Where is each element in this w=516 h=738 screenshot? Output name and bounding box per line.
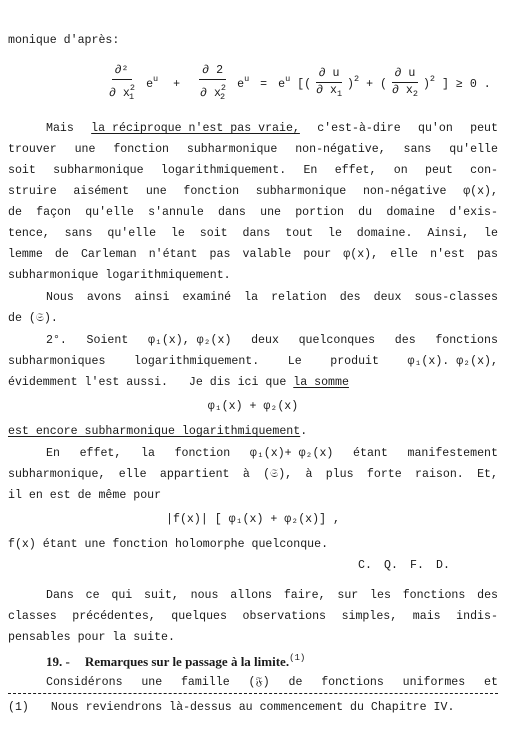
text-line: struire aisément une fonction subharmonique non-négative φ(x), [8, 185, 498, 198]
text-line: subharmoniques logarithmiquement. Le produit φ₁(x). φ₂(x), [8, 355, 498, 368]
text-line: classes précédentes, quelques observations simples, mais indis- [8, 610, 498, 623]
text-line: Dans ce qui suit, nous allons faire, sur les fonctions des [46, 589, 498, 602]
text-line: évidemment l'est aussi. Je dis ici que la somme [8, 376, 349, 389]
footnote-rule [8, 693, 498, 694]
text-line: de (𝔖). [8, 312, 58, 325]
text-line: lemme de Carleman n'étant pas valable pour φ(x), elle n'est pas [8, 248, 498, 261]
section-heading: 19. - Remarques sur le passage à la limite.$^{(1)}$ [46, 653, 306, 669]
text-line: Mais la réciproque n'est pas vraie, c'est-à-dire qu'on peut [46, 122, 498, 135]
text-line: En effet, la fonction φ₁(x)+ φ₂(x) étant manifestement [46, 447, 498, 460]
cqfd: C. Q. F. D. [358, 559, 450, 572]
text-line: pensables pour la suite. [8, 631, 175, 644]
text-line: trouver une fonction subharmonique non-négative, sans qu'elle [8, 143, 498, 156]
equation-laplacian: $\frac{\text{∂²}}{\partial x^2_1}$ $e^u$ + $\frac{\partial 2}{\partial x^2_2}$ $e^u = e^u$ [( $\frac{\partial u}{\partial x_1}$ )$^2$ + ( $\frac{\partial u}{\partial x_2}$ )$^2$ ] ≥ 0 . [109, 64, 491, 102]
text-line: tence, sans qu'elle le soit dans tout le domaine. Ainsi, le [8, 227, 498, 240]
text-line: il en est de même pour [8, 489, 162, 502]
footnote: (1) Nous reviendrons là-dessus au commencement du Chapitre IV. [8, 701, 455, 714]
formula-product: |f(x)| [ φ₁(x) + φ₂(x)] , [166, 513, 340, 526]
text-line: f(x) étant une fonction holomorphe quelconque. [8, 538, 329, 551]
text-line: monique d'après: [8, 34, 120, 47]
formula-sum: φ₁(x) + φ₂(x) [207, 400, 299, 413]
text-line: 2°. Soient φ₁(x), φ₂(x) deux quelconques des fonctions [46, 334, 498, 347]
text-line: Considérons une famille (𝔉) de fonctions uniformes et [46, 676, 498, 689]
text-line: est encore subharmonique logarithmiquement. [8, 425, 308, 438]
text-line: subharmonique, elle appartient à (𝔖), à plus forte raison. Et, [8, 468, 498, 481]
text-line: soit subharmonique logarithmiquement. En effet, on peut con- [8, 164, 498, 177]
text-line: de façon qu'elle s'annule dans une portion du domaine d'exis- [8, 206, 498, 219]
text-line: Nous avons ainsi examiné la relation des deux sous-classes [46, 291, 498, 304]
text-line: subharmonique logarithmiquement. [8, 269, 231, 282]
